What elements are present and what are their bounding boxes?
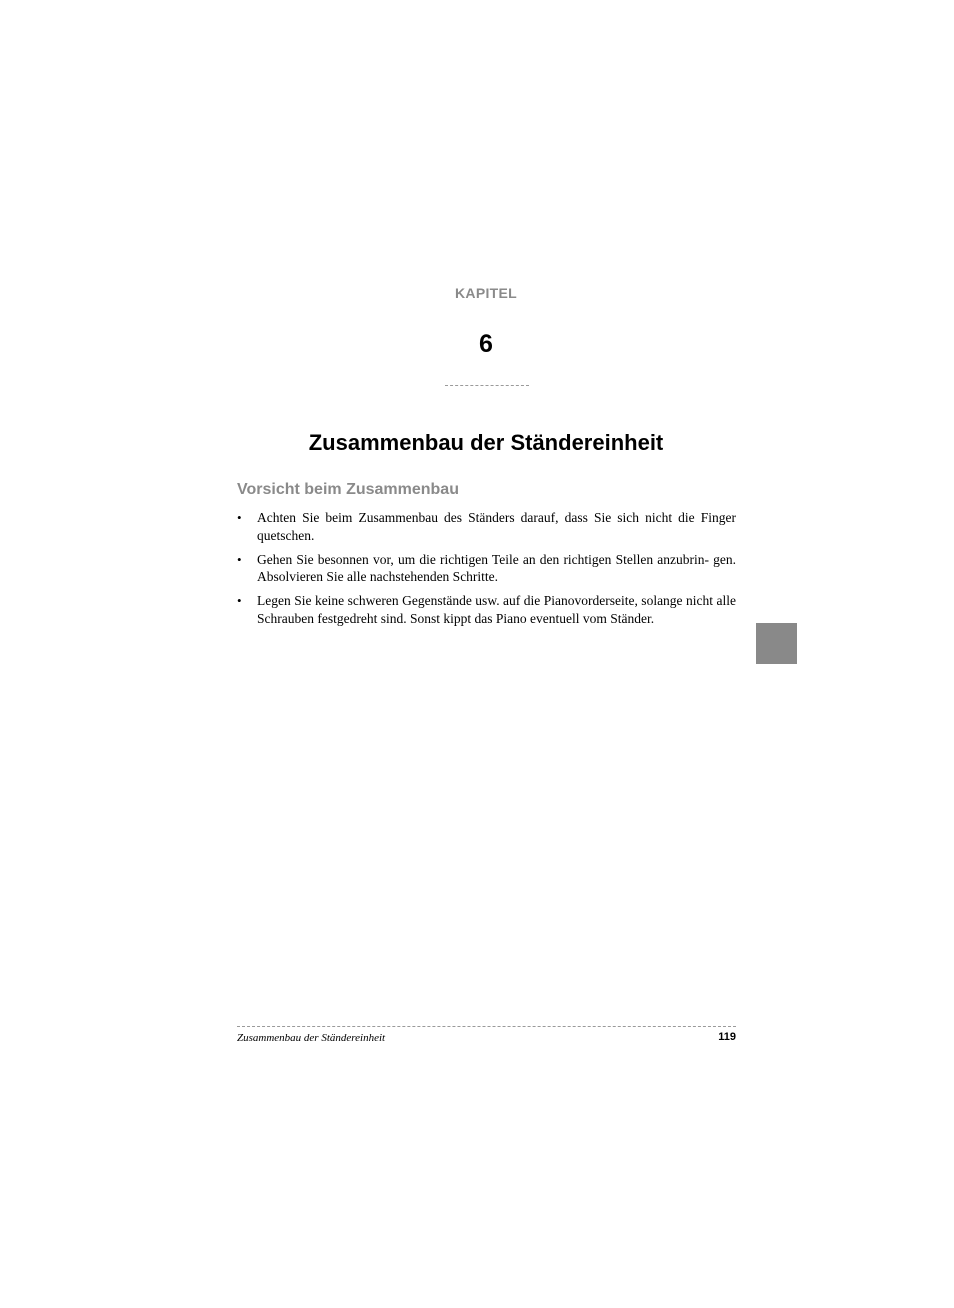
footer-divider [237,1026,736,1027]
chapter-number: 6 [479,330,493,358]
chapter-title: Zusammenbau der Ständereinheit [308,430,664,455]
chapter-thumb-tab [756,623,797,664]
section-heading: Vorsicht beim Zusammenbau [237,481,459,498]
footer-running-title: Zusammenbau der Ständereinheit [237,1032,386,1044]
page-number: 119 [718,1031,736,1043]
bullet-icon: • [237,551,242,567]
list-item-text: Achten Sie beim Zusammenbau des Ständers darauf, dass Sie sich nicht die Finger quetschen. [257,510,736,543]
list-item [237,551,736,586]
list-item [237,592,736,627]
list-item [237,509,736,544]
list-item-text: Gehen Sie besonnen vor, um die richtigen Teile an den richtigen Stellen anzubrin- gen. Absolvieren Sie alle nachstehenden Schritte. [257,551,736,584]
chapter-label: KAPITEL [455,285,517,301]
caution-list [237,509,736,634]
chapter-divider [445,385,529,386]
bullet-icon: • [237,593,242,608]
list-item-text: Legen Sie keine schweren Gegenstände usw. auf die Pianovorderseite, solange nicht alle Schrauben festgedreht sind. Sonst kippt das Piano eventuell vom Ständer. [257,593,736,626]
bullet-icon: • [237,510,242,525]
